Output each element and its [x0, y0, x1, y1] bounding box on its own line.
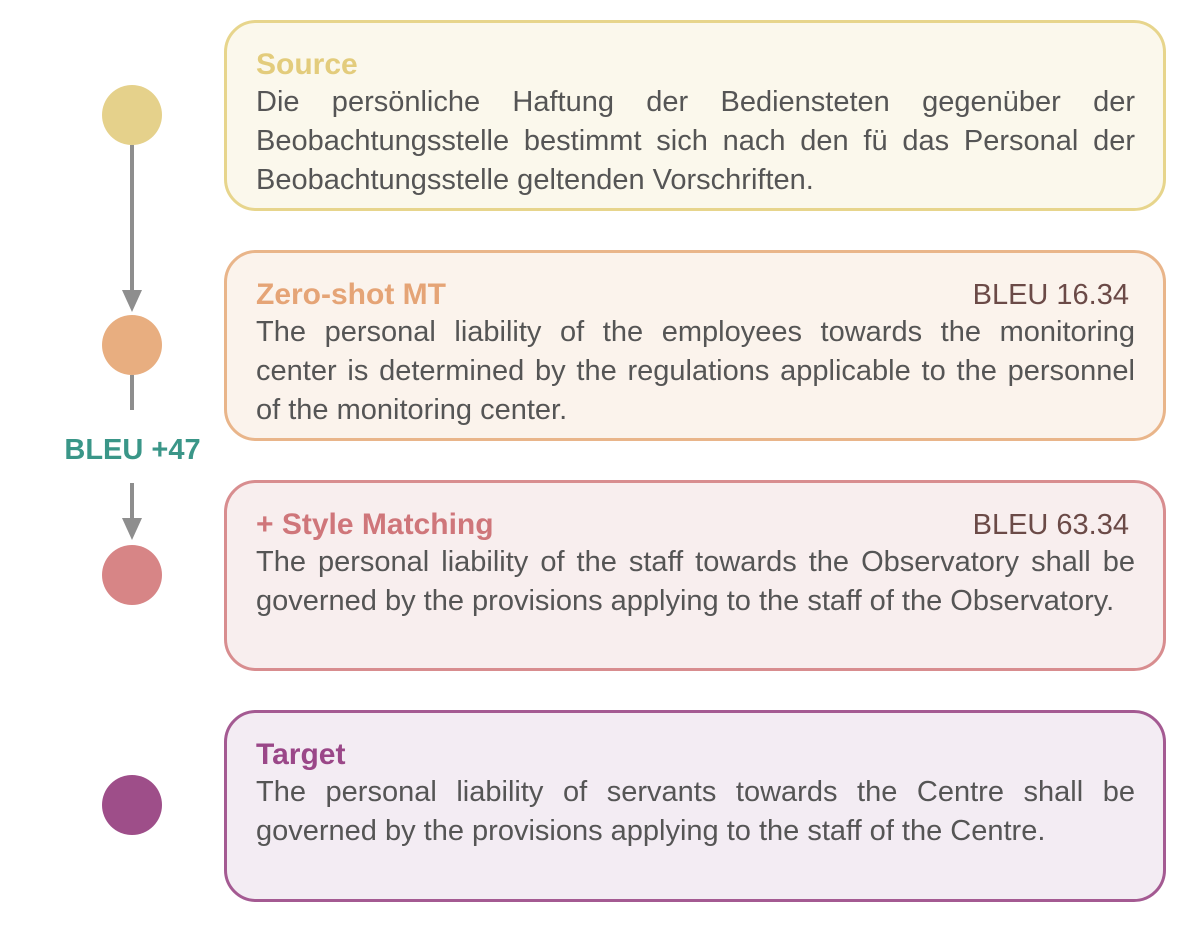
zero-shot-title: Zero-shot MT	[256, 278, 446, 311]
target-card	[224, 710, 1166, 902]
card-header	[256, 47, 1135, 83]
zero-shot-card	[224, 250, 1166, 441]
style-matching-bleu-score: BLEU 63.34	[972, 509, 1129, 541]
card-header	[256, 737, 1135, 773]
arrow-down-icon	[122, 518, 142, 540]
bleu-gain-label: BLEU +47	[64, 434, 201, 466]
target-node	[102, 775, 162, 835]
target-title: Target	[256, 738, 346, 771]
card-header	[256, 507, 1135, 543]
target-text: The personal liability of servants towards the Centre shall be governed by the provisions applying to the staff of the Centre.	[256, 776, 1135, 847]
zero-shot-bleu-score: BLEU 16.34	[972, 279, 1129, 311]
source-text: Die persönliche Haftung der Bediensteten gegenüber der Beobachtungsstelle bestimmt sich nach den fü das Personal der Beobachtungsstelle geltenden Vorschriften.	[256, 86, 1135, 196]
style-matching-node	[102, 545, 162, 605]
card-header	[256, 277, 1135, 313]
connector-line	[130, 483, 134, 518]
source-title: Source	[256, 48, 358, 81]
arrow-down-icon	[122, 290, 142, 312]
style-matching-title: + Style Matching	[256, 508, 494, 541]
connector-line	[130, 145, 134, 290]
source-card	[224, 20, 1166, 211]
style-matching-text: The personal liability of the staff towards the Observatory shall be governed by the provisions applying to the staff of the Observatory.	[256, 546, 1135, 617]
zero-shot-node	[102, 315, 162, 375]
timeline	[0, 0, 220, 930]
zero-shot-text: The personal liability of the employees towards the monitoring center is determined by the regulations applicable to the personnel of the monitoring center.	[256, 316, 1135, 426]
connector-line	[130, 375, 134, 410]
source-node	[102, 85, 162, 145]
style-matching-card	[224, 480, 1166, 671]
